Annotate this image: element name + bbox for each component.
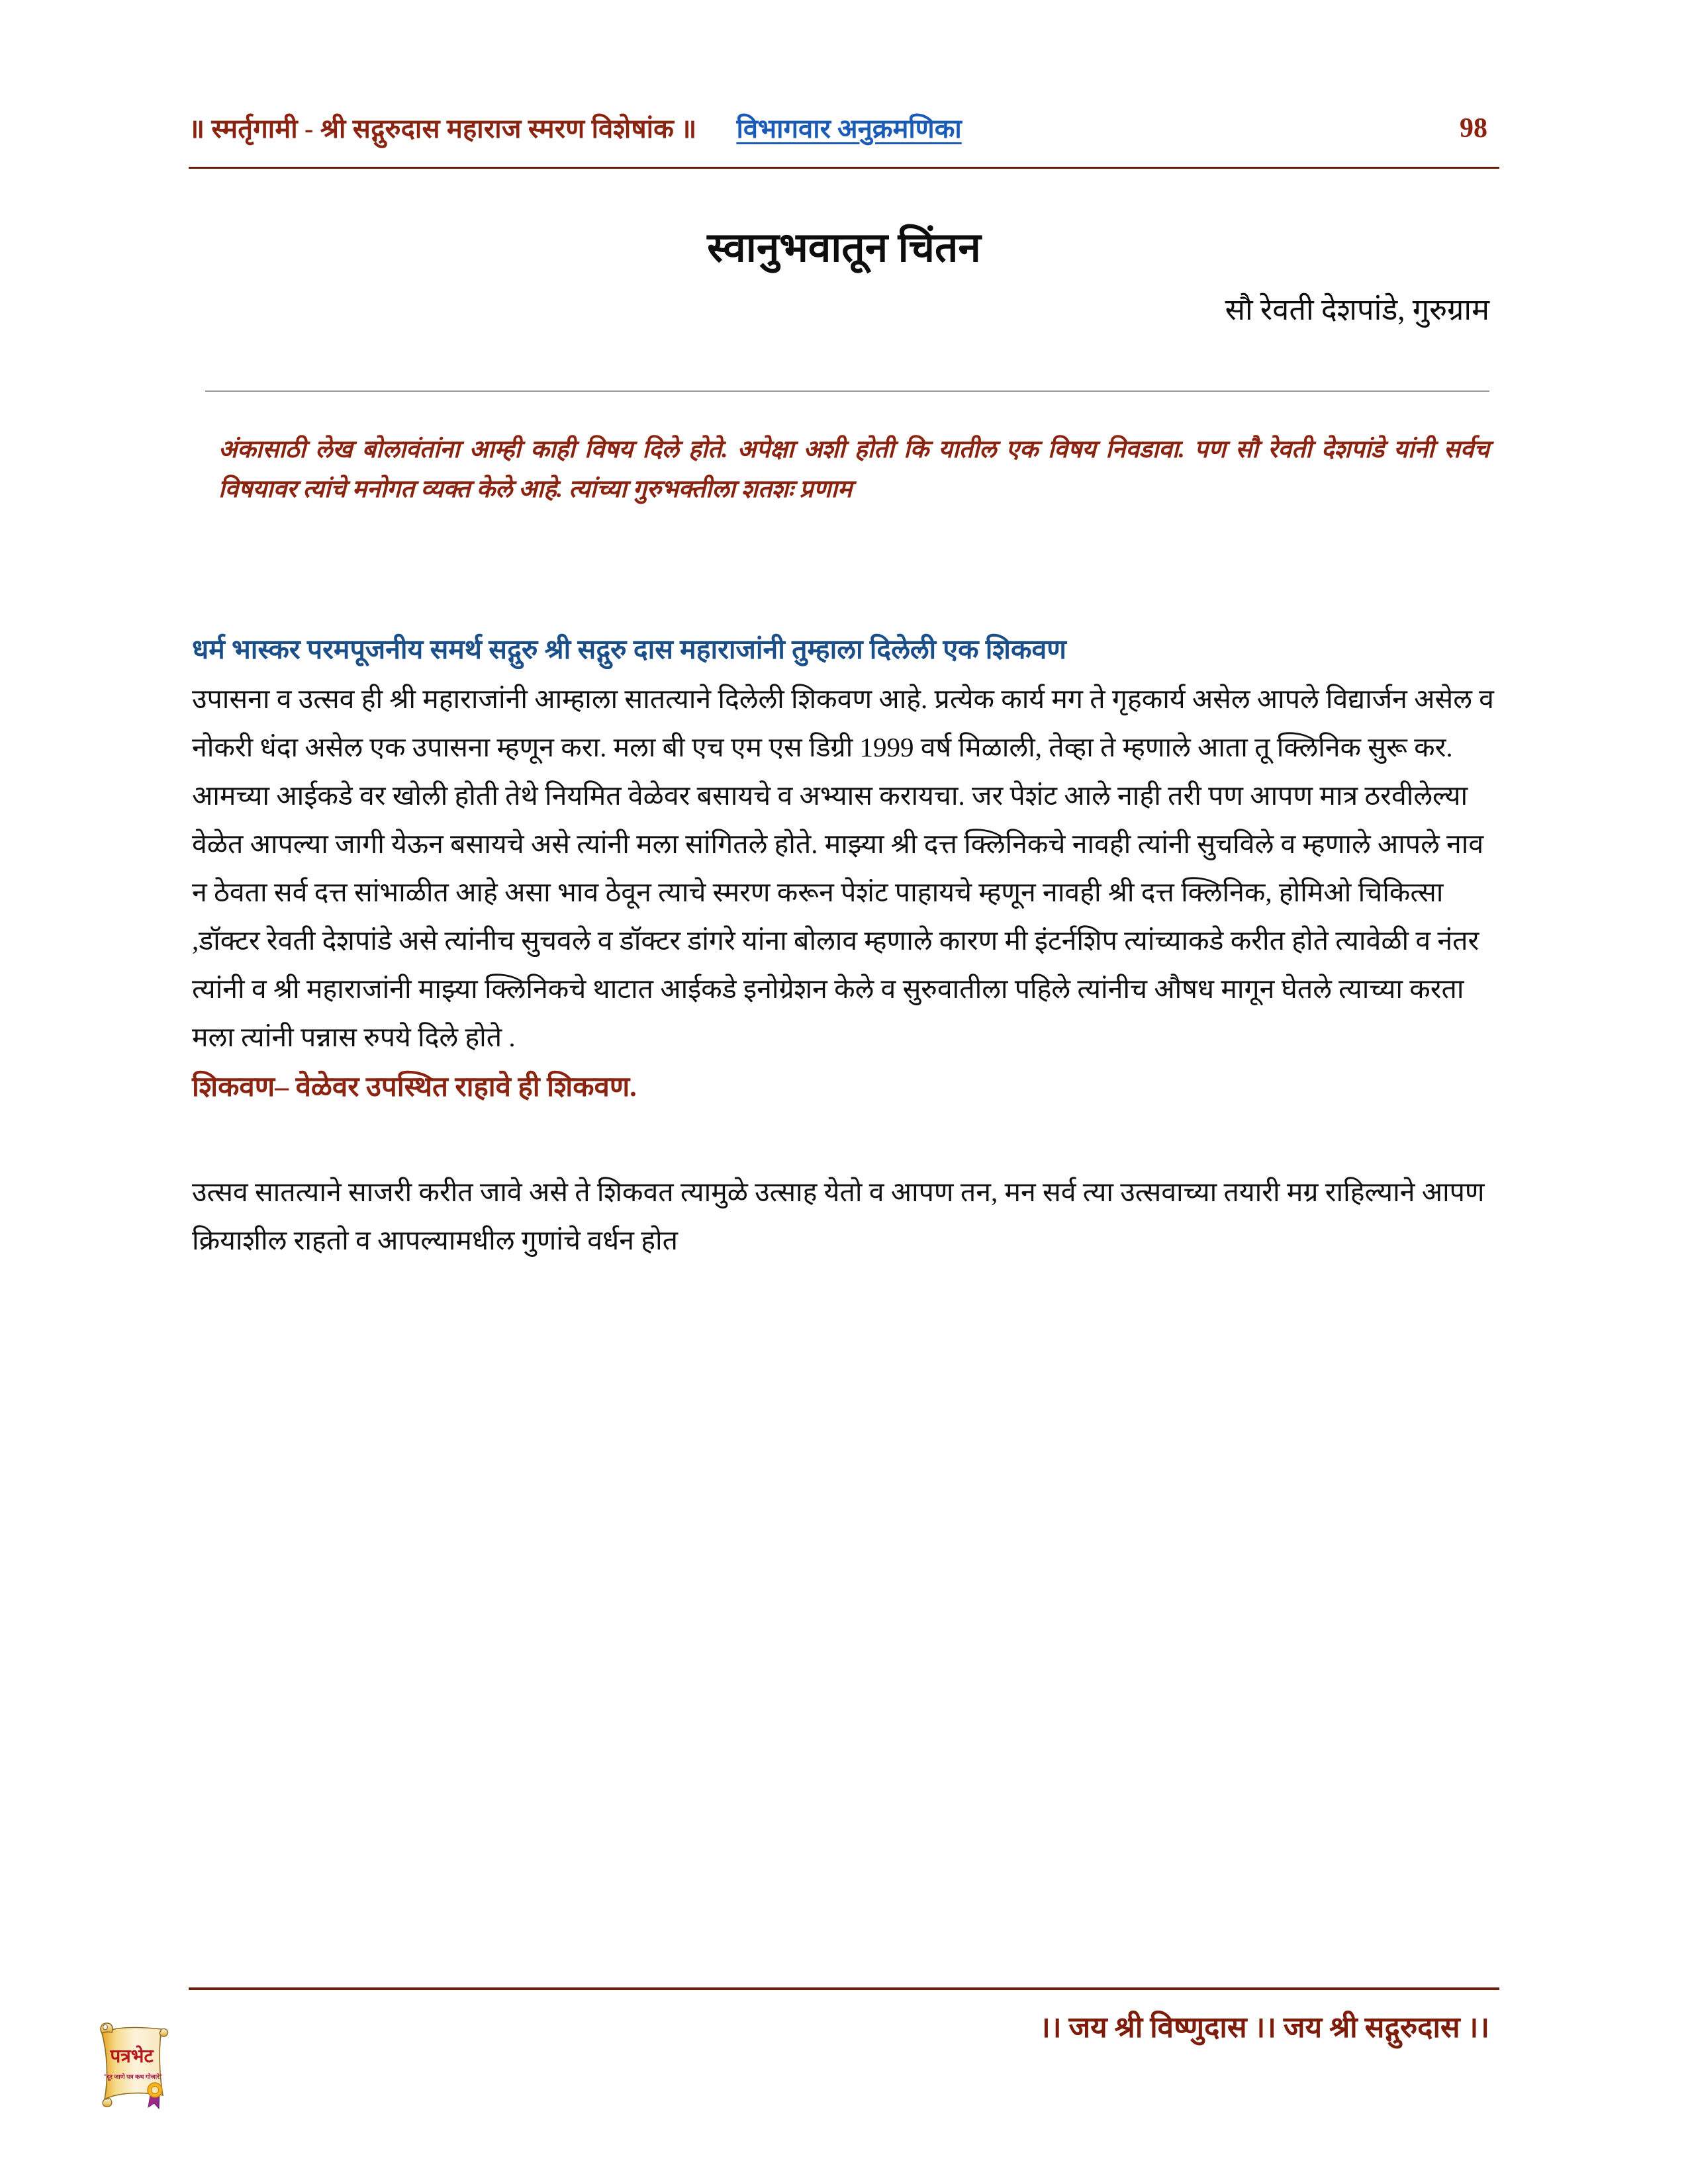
article-body xyxy=(192,625,1496,1265)
ribbon-seal-icon xyxy=(148,2083,162,2109)
article-byline: सौ रेवती देशपांडे, गुरुग्राम xyxy=(1225,293,1489,326)
logo-main-text: पत्रभेट xyxy=(110,2046,154,2067)
footer-divider xyxy=(189,1987,1499,1990)
paragraph-spacer xyxy=(192,1111,1496,1168)
byline-divider xyxy=(205,390,1489,392)
scroll-icon xyxy=(101,2023,168,2109)
teaching-highlight: शिकवण– वेळेवर उपस्थित राहावे ही शिकवण. xyxy=(192,1071,637,1103)
article-paragraph-2: उत्सव सातत्याने साजरी करीत जावे असे ते शिकवत त्यामुळे उत्साह येतो व आपण तन, मन सर्व त्या उत्सवाच्या तयारी मग्र राहिल्याने आपण क्रियाशील राहतो व आपल्यामधील गुणांचे वर्धन होत xyxy=(192,1177,1485,1256)
article-title: स्वानुभवातून चिंतन xyxy=(707,225,981,271)
article-paragraph-1-text: उपासना व उत्सव ही श्री महाराजांनी आम्हाला सातत्याने दिलेली शिकवण आहे. प्रत्येक कार्य मग ते गृहकार्य असेल आपले विद्यार्जन असेल व नोकरी धंदा असेल एक उपासना म्हणून करा. मला बी एच एम एस डिग्री 1999 वर्ष मिळाली, तेव्हा ते म्हणाले आता तू क्लिनिक सुरू कर. आमच्या आईकडे वर खोली होती तेथे नियमित वेळेवर बसायचे व अभ्यास करायचा. जर पेशंट आले नाही तरी पण आपण मात्र ठरवीलेल्या वेळेत आपल्या जागी येऊन बसायचे असे त्यांनी मला सांगितले होते. माझ्या श्री दत्त क्लिनिकचे नावही त्यांनी सुचविले व म्हणाले आपले नाव न ठेवता सर्व दत्त सांभाळीत आहे असा भाव ठेवून त्याचे स्मरण करून पेशंट पाहायचे म्हणून नावही श्री दत्त क्लिनिक, होमिओ चिकित्सा ,डॉक्टर रेवती देशपांडे असे त्यांनीच सुचवले व डॉक्टर डांगरे यांना बोलाव म्हणाले कारण मी इंटर्नशिप त्यांच्याकडे करीत होते त्यावेळी व नंतर त्यांनी व श्री महाराजांनी माझ्या क्लिनिकचे थाटात आईकडे इनोग्रेशन केले व सुरुवातीला पहिले त्यांनीच औषध मागून घेतले त्याच्या करता मला त्यांनी पन्नास रुपये दिले होते . xyxy=(192,683,1494,1052)
article-lead-line: धर्म भास्कर परमपूजनीय समर्थ सद्गुरु श्री सद्गुरु दास महाराजांनी तुम्हाला दिलेली एक शिकवण xyxy=(192,634,1066,664)
page-number: 98 xyxy=(1460,113,1487,144)
index-link[interactable]: विभागवार अनुक्रमणिका xyxy=(736,114,962,144)
header-divider xyxy=(189,167,1499,169)
patrabhet-logo xyxy=(85,2012,184,2111)
logo-tagline: "दूर जाणे पत्र कथ गोजारे" xyxy=(103,2074,164,2081)
article-paragraph-1 xyxy=(192,625,1496,1062)
editor-note: अंकासाठी लेख बोलावंतांना आम्ही काही विषय दिले होते. अपेक्षा अशी होती कि यातील एक विषय निवडावा. पण सौ रेवती देशपांडे यांनी सर्वच विषयावर त्यांचे मनोगत व्यक्त केले आहे. त्यांच्या गुरुभक्तीला शतशः प्रणाम xyxy=(218,436,1489,503)
footer-blessing: ।। जय श्री विष्णुदास ।। जय श्री सद्गुरुदास ।। xyxy=(1039,2011,1489,2044)
issue-title: ॥ स्मर्तृगामी - श्री सद्गुरुदास महाराज स्मरण विशेषांक ॥ xyxy=(189,114,697,144)
page-header xyxy=(189,93,1499,144)
